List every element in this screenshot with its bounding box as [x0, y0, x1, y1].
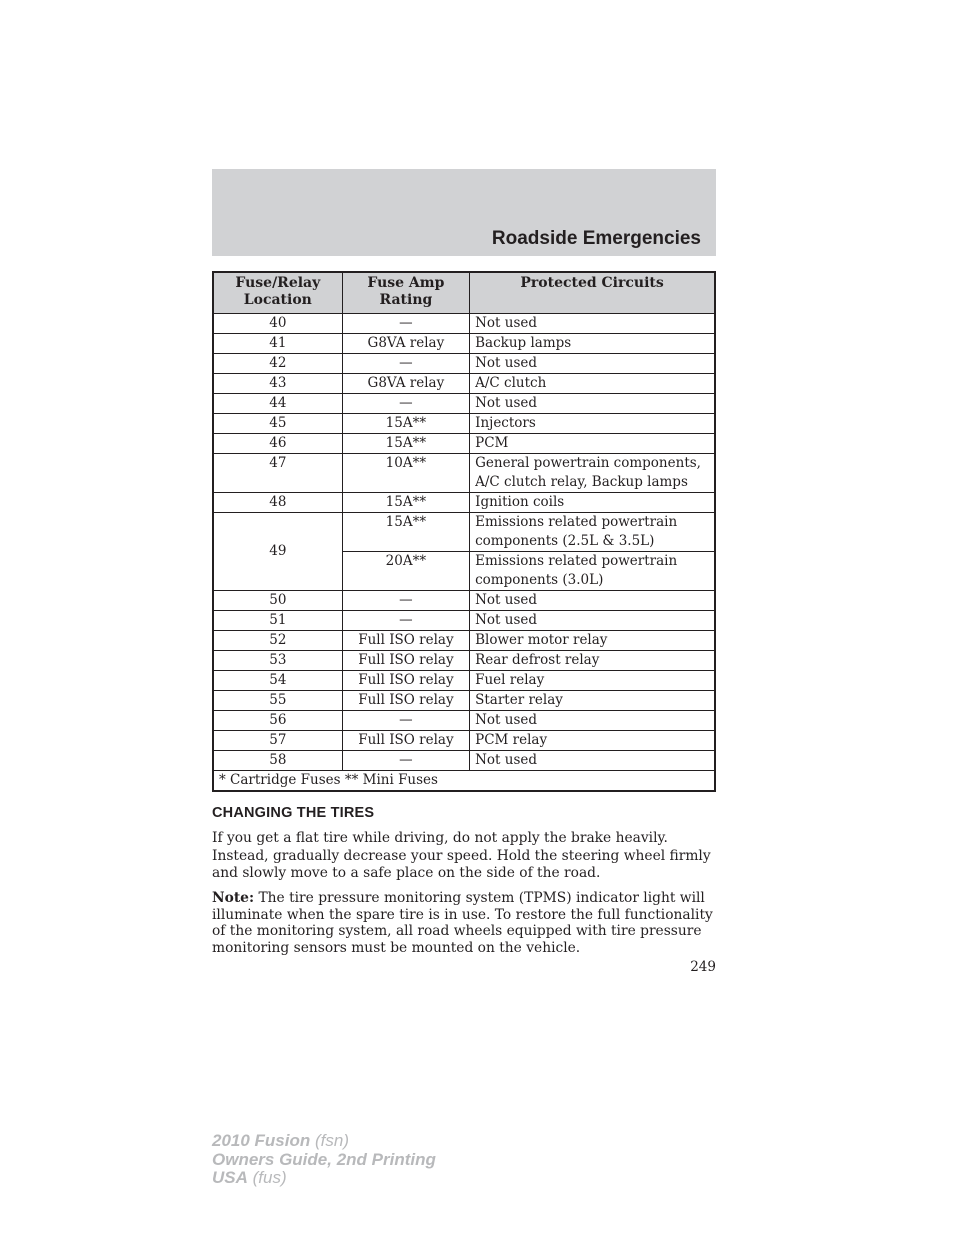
- cell-amp: 15A**: [342, 493, 469, 513]
- cell-amp: 15A**: [342, 414, 469, 434]
- cell-circuit: Not used: [470, 751, 715, 771]
- cell-circuit: Emissions related powertrain components (2.5L & 3.5L): [470, 513, 715, 552]
- cell-location: 46: [213, 434, 342, 454]
- cell-location: 57: [213, 731, 342, 751]
- cell-amp: —: [342, 394, 469, 414]
- cell-amp: —: [342, 314, 469, 334]
- footer-guide: Owners Guide, 2nd Printing: [212, 1149, 436, 1169]
- table-row: [213, 414, 715, 434]
- cell-circuit: Backup lamps: [470, 334, 715, 354]
- cell-circuit: Not used: [470, 314, 715, 334]
- cell-amp: —: [342, 751, 469, 771]
- section-heading: CHANGING THE TIRES: [212, 805, 375, 821]
- cell-amp: Full ISO relay: [342, 691, 469, 711]
- note-label: Note:: [212, 890, 255, 906]
- table-footnote: * Cartridge Fuses ** Mini Fuses: [213, 771, 715, 792]
- cell-location: 47: [213, 454, 342, 493]
- table-row: [213, 691, 715, 711]
- cell-circuit: Ignition coils: [470, 493, 715, 513]
- cell-location: 41: [213, 334, 342, 354]
- cell-location: 54: [213, 671, 342, 691]
- cell-circuit: Not used: [470, 354, 715, 374]
- paragraph-flat-tire: If you get a flat tire while driving, do not apply the brake heavily. Instead, gradually decrease your speed. Hold the steering wheel firmly and slowly move to a safe place on the side of the road.: [212, 830, 711, 881]
- cell-location: 51: [213, 611, 342, 631]
- cell-location: 48: [213, 493, 342, 513]
- table-row: [213, 434, 715, 454]
- cell-amp: —: [342, 711, 469, 731]
- cell-location: 42: [213, 354, 342, 374]
- cell-location: 49: [213, 513, 342, 591]
- cell-amp: —: [342, 591, 469, 611]
- cell-amp: Full ISO relay: [342, 731, 469, 751]
- cell-amp: 15A**: [342, 434, 469, 454]
- table-row: [213, 631, 715, 651]
- cell-location: 52: [213, 631, 342, 651]
- table-row: [213, 334, 715, 354]
- cell-location: 58: [213, 751, 342, 771]
- column-header-location: Fuse/Relay Location: [213, 272, 342, 314]
- column-header-circuits: Protected Circuits: [470, 272, 715, 314]
- section-title: Roadside Emergencies: [491, 228, 701, 249]
- footer-region-code: (fus): [247, 1168, 287, 1187]
- column-header-amp-rating: Fuse Amp Rating: [342, 272, 469, 314]
- footer-model-code: (fsn): [310, 1131, 349, 1150]
- fuse-table: [212, 271, 716, 792]
- cell-circuit: General powertrain components, A/C clutch relay, Backup lamps: [470, 454, 715, 493]
- page-number: 249: [690, 959, 716, 975]
- table-row: [213, 611, 715, 631]
- cell-amp: Full ISO relay: [342, 651, 469, 671]
- cell-circuit: Not used: [470, 611, 715, 631]
- footer-line-model: [212, 1132, 436, 1151]
- table-row: [213, 454, 715, 493]
- table-row: [213, 394, 715, 414]
- cell-circuit: PCM: [470, 434, 715, 454]
- table-row: [213, 513, 715, 552]
- cell-location: 40: [213, 314, 342, 334]
- cell-location: 45: [213, 414, 342, 434]
- table-row: [213, 493, 715, 513]
- table-footnote-row: [213, 771, 715, 792]
- note-paragraph: [212, 890, 716, 956]
- cell-amp: —: [342, 354, 469, 374]
- cell-amp: 10A**: [342, 454, 469, 493]
- cell-amp: G8VA relay: [342, 374, 469, 394]
- footer-line-guide: [212, 1151, 436, 1170]
- table-row: [213, 751, 715, 771]
- table-row: [213, 671, 715, 691]
- footer-region: USA: [212, 1168, 248, 1187]
- table-row: [213, 731, 715, 751]
- cell-amp: —: [342, 611, 469, 631]
- cell-amp: 15A**: [342, 513, 469, 552]
- cell-circuit: Not used: [470, 394, 715, 414]
- table-row: [213, 591, 715, 611]
- table-row: [213, 354, 715, 374]
- document-footer: [212, 1132, 436, 1188]
- cell-circuit: Injectors: [470, 414, 715, 434]
- table-row: [213, 651, 715, 671]
- table-row: [213, 374, 715, 394]
- cell-location: 50: [213, 591, 342, 611]
- cell-amp: Full ISO relay: [342, 671, 469, 691]
- footer-model: 2010 Fusion: [212, 1131, 311, 1150]
- cell-circuit: Emissions related powertrain components (3.0L): [470, 552, 715, 591]
- note-text: The tire pressure monitoring system (TPMS) indicator light will illuminate when the spare tire is in use. To restore the full functionality of the monitoring system, all road wheels equipped with tire pressure monitoring sensors must be mounted on the vehicle.: [212, 890, 713, 956]
- cell-circuit: PCM relay: [470, 731, 715, 751]
- cell-location: 53: [213, 651, 342, 671]
- cell-circuit: Rear defrost relay: [470, 651, 715, 671]
- table-header-row: [213, 272, 715, 314]
- table-row: [213, 711, 715, 731]
- cell-location: 43: [213, 374, 342, 394]
- cell-amp: Full ISO relay: [342, 631, 469, 651]
- cell-circuit: Fuel relay: [470, 671, 715, 691]
- section-header-band: [212, 169, 716, 256]
- cell-amp: G8VA relay: [342, 334, 469, 354]
- cell-circuit: Blower motor relay: [470, 631, 715, 651]
- cell-circuit: Not used: [470, 591, 715, 611]
- cell-circuit: Not used: [470, 711, 715, 731]
- cell-circuit: Starter relay: [470, 691, 715, 711]
- cell-circuit: A/C clutch: [470, 374, 715, 394]
- cell-amp: 20A**: [342, 552, 469, 591]
- footer-line-region: [212, 1169, 436, 1188]
- cell-location: 44: [213, 394, 342, 414]
- table-row: [213, 314, 715, 334]
- cell-location: 56: [213, 711, 342, 731]
- cell-location: 55: [213, 691, 342, 711]
